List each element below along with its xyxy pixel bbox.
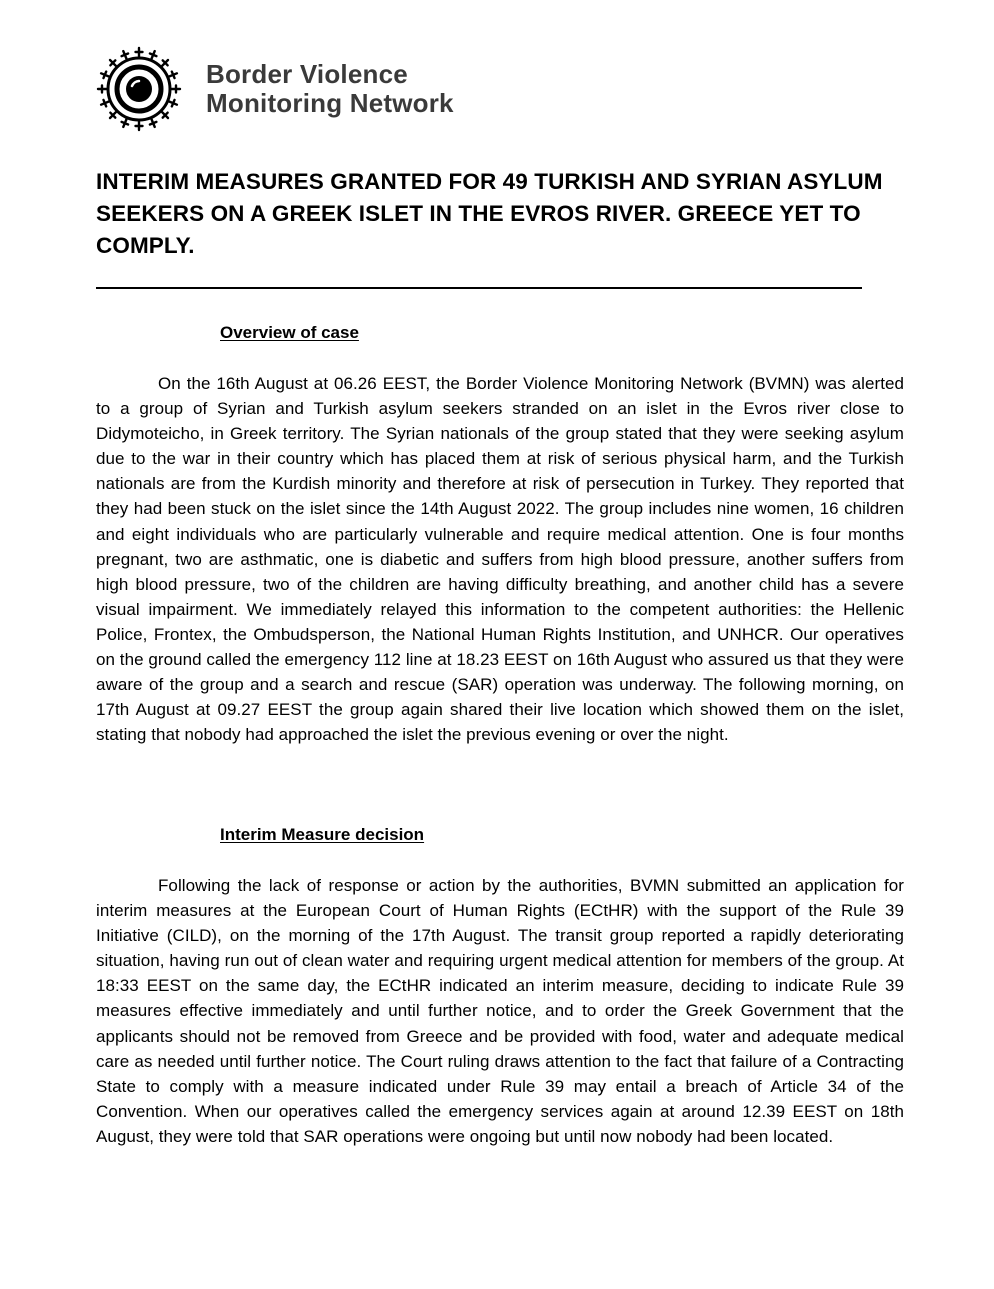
org-name-line-2: Monitoring Network <box>206 88 454 118</box>
document-header <box>96 44 454 134</box>
section-heading-overview: Overview of case <box>220 323 359 342</box>
section-body-interim-measure: Following the lack of response or action by the authorities, BVMN submitted an application for interim measures at the European Court of Human Rights (ECtHR) with the support of the Rule 39 Initiative (CILD), on the morning of the 17th August. The transit group reported a rapidly deteriorating situation, having run out of clean water and requiring urgent medical attention for members of the group. At 18:33 EEST on the same day, the ECtHR indicated an interim measure, deciding to indicate Rule 39 measures effective immediately and until further notice, and to order the Greek Government that the applicants should not be removed from Greece and be provided with food, water and adequate medical care as needed until further notice. The Court ruling draws attention to the fact that failure of a Contracting State to comply with a measure indicated under Rule 39 may entail a breach of Article 34 of the Convention. When our operatives called the emergency services again at around 12.39 EEST on 18th August, they were told that SAR operations were ongoing but until now nobody had been located. <box>96 876 904 1146</box>
section-heading-interim-measure: Interim Measure decision <box>220 825 425 844</box>
title-divider <box>96 287 862 289</box>
document-title: INTERIM MEASURES GRANTED FOR 49 TURKISH AND SYRIAN ASYLUM SEEKERS ON A GREEK ISLET IN THE EVROS RIVER. GREECE YET TO COMPLY. <box>96 169 883 258</box>
org-name <box>206 60 454 118</box>
org-name-line-1: Border Violence <box>206 59 408 89</box>
bvmn-logo-icon <box>96 46 182 132</box>
section-body-overview: On the 16th August at 06.26 EEST, the Border Violence Monitoring Network (BVMN) was alerted to a group of Syrian and Turkish asylum seekers stranded on an islet in the Evros river close to Didymoteicho, in Greek territory. The Syrian nationals of the group stated that they were seeking asylum due to the war in their country which has placed them at risk of serious physical harm, and the Turkish nationals are from the Kurdish minority and therefore at risk of persecution in Turkey. They reported that they had been stuck on the islet since the 14th August 2022. The group includes nine women, 16 children and eight individuals who are particularly vulnerable and require medical attention. One is four months pregnant, two are asthmatic, one is diabetic and suffers from high blood pressure, another suffers from high blood pressure, two of the children are having difficulty breathing, and another child has a severe visual impairment. We immediately relayed this information to the competent authorities: the Hellenic Police, Frontex, the Ombudsperson, the National Human Rights Institution, and UNHCR. Our operatives on the ground called the emergency 112 line at 18.23 EEST on 16th August who assured us that they were aware of the group and a search and rescue (SAR) operation was underway. The following morning, on 17th August at 09.27 EEST the group again shared their live location which showed them on the islet, stating that nobody had approached the islet the previous evening or over the night. <box>96 374 904 745</box>
